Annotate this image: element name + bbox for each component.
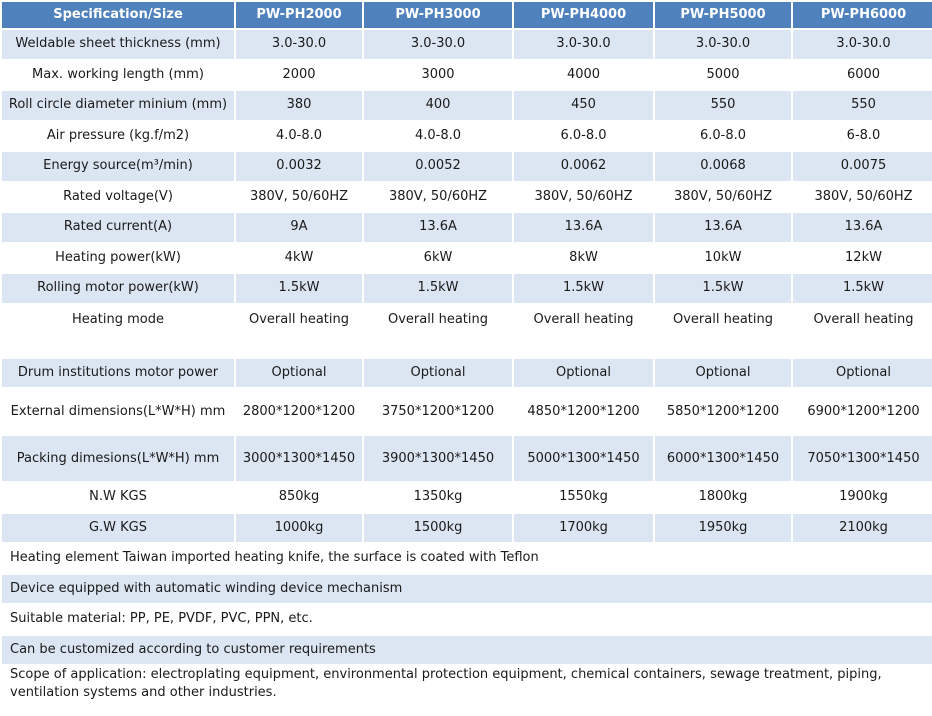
table-cell: 3.0-30.0 xyxy=(793,30,932,59)
row-label: Rated voltage(V) xyxy=(2,183,234,212)
table-cell: 9A xyxy=(236,213,362,242)
header-cell-ph3000: PW-PH3000 xyxy=(364,2,512,28)
table-cell: Overall heating xyxy=(514,305,653,357)
table-cell: 13.6A xyxy=(364,213,512,242)
table-cell: 7050*1300*1450 xyxy=(793,436,932,481)
note-text: Device equipped with automatic winding device mechanism xyxy=(2,575,932,604)
table-row xyxy=(2,122,932,151)
table-cell: 1.5kW xyxy=(655,274,791,303)
table-cell: 4000 xyxy=(514,61,653,90)
table-cell: 5000 xyxy=(655,61,791,90)
row-label: Drum institutions motor power xyxy=(2,359,234,388)
table-row xyxy=(2,183,932,212)
note-row xyxy=(2,636,932,665)
table-cell: 0.0062 xyxy=(514,152,653,181)
row-label: Roll circle diameter minium (mm) xyxy=(2,91,234,120)
table-cell: 1.5kW xyxy=(514,274,653,303)
table-cell: 2100kg xyxy=(793,514,932,543)
table-row xyxy=(2,436,932,481)
table-cell: 3.0-30.0 xyxy=(655,30,791,59)
table-cell: 1.5kW xyxy=(236,274,362,303)
table-row xyxy=(2,152,932,181)
table-cell: 1.5kW xyxy=(793,274,932,303)
table-cell: 380V, 50/60HZ xyxy=(364,183,512,212)
table-cell: 380V, 50/60HZ xyxy=(236,183,362,212)
row-label: G.W KGS xyxy=(2,514,234,543)
table-row xyxy=(2,359,932,388)
row-label: Weldable sheet thickness (mm) xyxy=(2,30,234,59)
table-cell: 1950kg xyxy=(655,514,791,543)
table-cell: 4850*1200*1200 xyxy=(514,389,653,434)
table-cell: 10kW xyxy=(655,244,791,273)
table-cell: 6kW xyxy=(364,244,512,273)
table-cell: 1800kg xyxy=(655,483,791,512)
table-cell: 6000*1300*1450 xyxy=(655,436,791,481)
table-cell: Overall heating xyxy=(655,305,791,357)
table-cell: 1550kg xyxy=(514,483,653,512)
table-cell: 13.6A xyxy=(793,213,932,242)
table-cell: 1500kg xyxy=(364,514,512,543)
table-cell: 3900*1300*1450 xyxy=(364,436,512,481)
table-cell: Optional xyxy=(364,359,512,388)
table-cell: 2800*1200*1200 xyxy=(236,389,362,434)
row-label: Heating power(kW) xyxy=(2,244,234,273)
table-cell: 13.6A xyxy=(655,213,791,242)
note-text: Can be customized according to customer requirements xyxy=(2,636,932,665)
table-row xyxy=(2,305,932,357)
table-cell: Overall heating xyxy=(793,305,932,357)
table-cell: 12kW xyxy=(793,244,932,273)
header-cell-ph2000: PW-PH2000 xyxy=(236,2,362,28)
table-cell: 3000 xyxy=(364,61,512,90)
table-cell: 550 xyxy=(655,91,791,120)
table-cell: 380 xyxy=(236,91,362,120)
table-row xyxy=(2,91,932,120)
header-cell-ph6000: PW-PH6000 xyxy=(793,2,932,28)
row-label: Rolling motor power(kW) xyxy=(2,274,234,303)
row-label: N.W KGS xyxy=(2,483,234,512)
row-label: External dimensions(L*W*H) mm xyxy=(2,389,234,434)
note-text: Suitable material: PP, PE, PVDF, PVC, PPN, etc. xyxy=(2,605,932,634)
table-cell: 3750*1200*1200 xyxy=(364,389,512,434)
note-text: Heating element Taiwan imported heating knife, the surface is coated with Teflon xyxy=(2,544,932,573)
row-label: Max. working length (mm) xyxy=(2,61,234,90)
table-cell: 4.0-8.0 xyxy=(364,122,512,151)
table-row xyxy=(2,389,932,434)
table-cell: 3000*1300*1450 xyxy=(236,436,362,481)
note-text: Scope of application: electroplating equipment, environmental protection equipment, chemical containers, sewage treatment, piping, ventilation systems and other industries. xyxy=(2,666,932,702)
table-row xyxy=(2,244,932,273)
row-label: Rated current(A) xyxy=(2,213,234,242)
table-cell: 3.0-30.0 xyxy=(514,30,653,59)
table-cell: 6-8.0 xyxy=(793,122,932,151)
table-cell: Overall heating xyxy=(236,305,362,357)
table-cell: Optional xyxy=(514,359,653,388)
table-cell: 450 xyxy=(514,91,653,120)
table-cell: 3.0-30.0 xyxy=(364,30,512,59)
table-cell: 0.0075 xyxy=(793,152,932,181)
table-row xyxy=(2,30,932,59)
row-label: Energy source(m³/min) xyxy=(2,152,234,181)
header-cell-ph5000: PW-PH5000 xyxy=(655,2,791,28)
table-row xyxy=(2,514,932,543)
table-cell: 1000kg xyxy=(236,514,362,543)
table-cell: 2000 xyxy=(236,61,362,90)
note-row xyxy=(2,666,932,702)
header-row xyxy=(2,2,932,28)
table-cell: 4.0-8.0 xyxy=(236,122,362,151)
table-cell: 400 xyxy=(364,91,512,120)
table-cell: 6000 xyxy=(793,61,932,90)
table-cell: 8kW xyxy=(514,244,653,273)
row-label: Packing dimesions(L*W*H) mm xyxy=(2,436,234,481)
table-cell: 5000*1300*1450 xyxy=(514,436,653,481)
table-cell: Optional xyxy=(655,359,791,388)
table-cell: 13.6A xyxy=(514,213,653,242)
table-cell: 6900*1200*1200 xyxy=(793,389,932,434)
note-row xyxy=(2,544,932,573)
table-cell: 3.0-30.0 xyxy=(236,30,362,59)
header-cell-ph4000: PW-PH4000 xyxy=(514,2,653,28)
table-cell: 1350kg xyxy=(364,483,512,512)
table-row xyxy=(2,213,932,242)
row-label: Air pressure (kg.f/m2) xyxy=(2,122,234,151)
table-cell: 380V, 50/60HZ xyxy=(655,183,791,212)
table-cell: 380V, 50/60HZ xyxy=(793,183,932,212)
table-cell: 0.0068 xyxy=(655,152,791,181)
table-row xyxy=(2,61,932,90)
table-cell: 380V, 50/60HZ xyxy=(514,183,653,212)
row-label: Heating mode xyxy=(2,305,234,357)
table-cell: 550 xyxy=(793,91,932,120)
table-cell: 1700kg xyxy=(514,514,653,543)
table-cell: 0.0052 xyxy=(364,152,512,181)
table-cell: 0.0032 xyxy=(236,152,362,181)
table-cell: Optional xyxy=(793,359,932,388)
table-cell: 850kg xyxy=(236,483,362,512)
table-row xyxy=(2,274,932,303)
table-cell: 6.0-8.0 xyxy=(655,122,791,151)
table-cell: Optional xyxy=(236,359,362,388)
table-cell: 4kW xyxy=(236,244,362,273)
table-cell: Overall heating xyxy=(364,305,512,357)
table-cell: 1.5kW xyxy=(364,274,512,303)
table-cell: 6.0-8.0 xyxy=(514,122,653,151)
table-cell: 1900kg xyxy=(793,483,932,512)
header-cell-spec: Specification/Size xyxy=(2,2,234,28)
note-row xyxy=(2,575,932,604)
table-cell: 5850*1200*1200 xyxy=(655,389,791,434)
note-row xyxy=(2,605,932,634)
table-row xyxy=(2,483,932,512)
